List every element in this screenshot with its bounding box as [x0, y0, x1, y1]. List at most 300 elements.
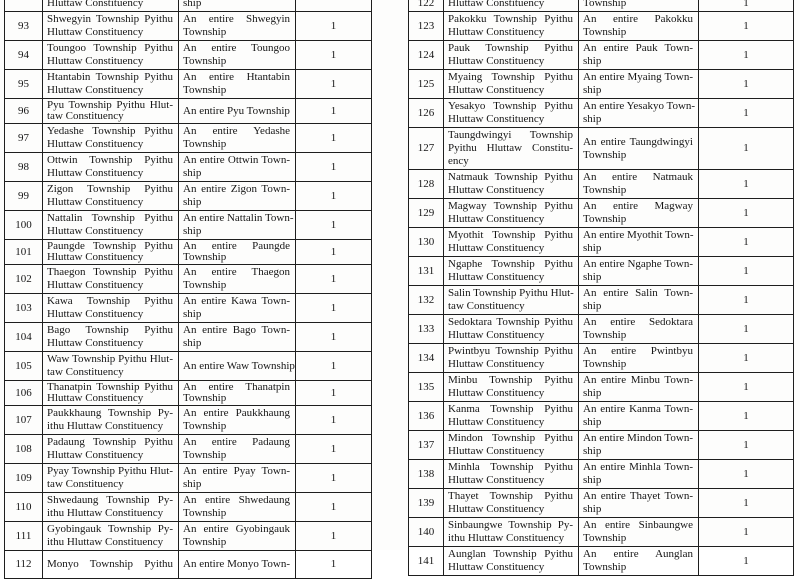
representatives-cell: 1 [296, 182, 372, 211]
area-line: An entire Myothit Town- [583, 229, 694, 241]
constituency-line: Kanma Township Pyithu [448, 403, 573, 415]
area-line: An entire Shwegyin [183, 13, 290, 25]
constituency-cell [43, 70, 179, 99]
constituency-line: Hluttaw Constituency [47, 138, 144, 150]
representatives-cell: 1 [296, 294, 372, 323]
constituency-line: Hluttaw Constituency [448, 503, 545, 515]
area-line: An entire Pauk Town- [583, 42, 693, 54]
representatives-cell: 1 [296, 352, 372, 381]
representatives-cell: 1 [699, 199, 794, 228]
constituency-line: Myaing Township Pyithu [448, 71, 573, 83]
row-number-cell: 128 [409, 170, 444, 199]
representatives-cell: 1 [296, 12, 372, 41]
area-line: An entire Waw Township [183, 359, 295, 372]
constituency-line: Pyithu Hluttaw Constitu- [448, 142, 573, 154]
area-cell [579, 373, 699, 402]
row-number-cell: 107 [5, 406, 43, 435]
area-cell [179, 493, 296, 522]
row-number-cell: 96 [5, 99, 43, 124]
constituency-line: taw Constituency [47, 366, 124, 378]
row-number-cell: 111 [5, 522, 43, 551]
constituency-cell [444, 489, 579, 518]
constituency-cell [444, 460, 579, 489]
constituency-cell [43, 435, 179, 464]
constituency-line: Waw Township Pyithu Hlut- [47, 353, 173, 365]
area-line: Township [583, 213, 627, 225]
representatives-cell: 1 [699, 373, 794, 402]
row-number-cell: 135 [409, 373, 444, 402]
representatives-cell: 1 [699, 489, 794, 518]
constituency-line: Hluttaw Constituency [47, 225, 144, 237]
table-row [409, 199, 794, 228]
area-line: ship [583, 271, 602, 283]
table-row [5, 493, 372, 522]
area-cell [179, 70, 296, 99]
constituency-cell [43, 323, 179, 352]
representatives-cell: 1 [296, 406, 372, 435]
area-line: An entire Nattalin Town- [183, 212, 294, 224]
representatives-cell: 1 [296, 240, 372, 265]
table-row [409, 344, 794, 373]
constituency-line: Padaung Township Pyithu [47, 436, 173, 448]
area-line: An entire Pwintbyu [583, 345, 693, 357]
area-cell [179, 0, 296, 12]
constituency-table-left [4, 0, 372, 579]
representatives-cell: 1 [699, 99, 794, 128]
row-number-cell: 123 [409, 12, 444, 41]
table-row [409, 99, 794, 128]
area-line: Township [583, 26, 627, 38]
constituency-line: Pakokku Township Pyithu [448, 13, 573, 25]
constituency-cell [444, 373, 579, 402]
constituency-line: Nattalin Township Pyithu [47, 212, 173, 224]
area-line: An entire Padaung [183, 436, 290, 448]
constituency-line: Hluttaw Constituency [448, 84, 545, 96]
row-number-cell: 138 [409, 460, 444, 489]
row-number-cell: 109 [5, 464, 43, 493]
area-line: Township [583, 329, 627, 341]
constituency-line: Shwedaung Township Py- [47, 494, 173, 506]
table-row [409, 402, 794, 431]
constituency-line: Hluttaw Constituency [448, 329, 545, 341]
area-cell [579, 170, 699, 199]
area-cell [579, 199, 699, 228]
table-row [5, 99, 372, 124]
row-number-cell: 102 [5, 265, 43, 294]
constituency-line: Hluttaw Constituency [47, 0, 144, 9]
constituency-line: Hluttaw Constituency [47, 392, 144, 404]
constituency-line: ency [448, 155, 469, 167]
area-line: ship [583, 503, 602, 515]
area-line: An entire Bago Town- [183, 324, 290, 336]
area-cell [179, 211, 296, 240]
constituency-line: Hluttaw Constituency [47, 26, 144, 38]
area-line: ship [183, 196, 202, 208]
representatives-cell: 1 [699, 228, 794, 257]
area-cell [179, 153, 296, 182]
table-row [5, 294, 372, 323]
representatives-cell: 1 [699, 344, 794, 373]
row-number-cell: 110 [5, 493, 43, 522]
constituency-cell [444, 70, 579, 99]
area-line: An entire Taungdwingyi [583, 135, 693, 148]
area-line: Township [583, 358, 627, 370]
area-line: An entire Aunglan [583, 548, 693, 560]
constituency-cell [43, 493, 179, 522]
area-line: An entire Htantabin [183, 71, 290, 83]
table-row [409, 373, 794, 402]
area-line: Township [183, 507, 227, 519]
area-cell [579, 228, 699, 257]
area-line: An entire Thanatpin [183, 381, 290, 393]
row-number-cell: 93 [5, 12, 43, 41]
constituency-line: Sinbaungwe Township Py- [448, 519, 573, 531]
constituency-line: Hluttaw Constituency [47, 196, 144, 208]
constituency-line: Hluttaw Constituency [448, 184, 545, 196]
constituency-cell [444, 128, 579, 170]
area-cell [579, 431, 699, 460]
area-cell [179, 182, 296, 211]
area-cell [179, 294, 296, 323]
constituency-line: ithu Hluttaw Constituency [47, 507, 164, 519]
constituency-line: Minbu Township Pyithu [448, 374, 573, 386]
constituency-line: Hluttaw Constituency [448, 416, 545, 428]
area-line: ship [583, 387, 602, 399]
area-line: ship [583, 445, 602, 457]
area-line: An entire Yesakyo Town- [583, 100, 696, 112]
constituency-line: Thayet Township Pyithu [448, 490, 573, 502]
constituency-line: Zigon Township Pyithu [47, 183, 173, 195]
area-line: Township [183, 84, 227, 96]
area-line: An entire Pakokku [583, 13, 693, 25]
constituency-line: Pyay Township Pyithu Hlut- [47, 465, 173, 477]
constituency-cell [43, 464, 179, 493]
area-cell [579, 547, 699, 576]
table-row [409, 547, 794, 576]
row-number-cell: 112 [5, 551, 43, 579]
table-row [409, 286, 794, 315]
area-cell [179, 435, 296, 464]
representatives-cell: 1 [699, 41, 794, 70]
constituency-line: Hluttaw Constituency [448, 242, 545, 254]
area-line: An entire Sinbaungwe [583, 519, 693, 531]
table-row [409, 228, 794, 257]
constituency-cell [444, 431, 579, 460]
constituency-cell [43, 406, 179, 435]
constituency-cell [43, 124, 179, 153]
area-line: Township [183, 279, 227, 291]
area-line: Township [183, 26, 227, 38]
table-row [409, 70, 794, 99]
row-number-cell: 133 [409, 315, 444, 344]
table-row [5, 211, 372, 240]
area-line: Township [183, 449, 227, 461]
row-number-cell: 100 [5, 211, 43, 240]
constituency-cell [444, 170, 579, 199]
area-line: An entire Sedoktara [583, 316, 693, 328]
constituency-cell [444, 315, 579, 344]
constituency-line: Hluttaw Constituency [47, 279, 144, 291]
area-line: Township [583, 561, 627, 573]
row-number-cell: 95 [5, 70, 43, 99]
constituency-cell [43, 12, 179, 41]
constituency-line: Pwintbyu Township Pyithu [448, 345, 573, 357]
area-cell [579, 286, 699, 315]
constituency-line: Bago Township Pyithu [47, 324, 173, 336]
constituency-cell [43, 41, 179, 70]
representatives-cell: 1 [296, 70, 372, 99]
area-line: Township [183, 536, 227, 548]
constituency-line: taw Constituency [47, 110, 124, 122]
constituency-line: Hluttaw Constituency [47, 251, 144, 263]
representatives-cell: 1 [699, 547, 794, 576]
row-number-cell: 99 [5, 182, 43, 211]
representatives-cell: 1 [699, 460, 794, 489]
area-cell [579, 402, 699, 431]
constituency-line: Monyo Township Pyithu [47, 558, 173, 570]
area-line: An entire Magway [583, 200, 693, 212]
constituency-cell [444, 0, 579, 12]
row-number-cell: 124 [409, 41, 444, 70]
row-number-cell: 97 [5, 124, 43, 153]
area-line: An entire Ngaphe Town- [583, 258, 693, 270]
constituency-cell [444, 199, 579, 228]
constituency-line: Pyu Township Pyithu Hlut- [47, 99, 173, 111]
constituency-cell [444, 286, 579, 315]
area-cell [179, 464, 296, 493]
constituency-cell [43, 240, 179, 265]
constituency-cell [444, 547, 579, 576]
representatives-cell: 1 [296, 464, 372, 493]
table-row [409, 489, 794, 518]
constituency-cell [444, 41, 579, 70]
table-row [5, 182, 372, 211]
row-number-cell: 140 [409, 518, 444, 547]
constituency-line: Toungoo Township Pyithu [47, 42, 173, 54]
constituency-line: Hluttaw Constituency [448, 55, 545, 67]
constituency-line: taw Constituency [448, 300, 525, 312]
area-cell [179, 41, 296, 70]
representatives-cell: 1 [296, 323, 372, 352]
representatives-cell: 1 [296, 99, 372, 124]
constituency-cell [43, 381, 179, 406]
representatives-cell: 1 [699, 0, 794, 12]
row-number-cell: 122 [409, 0, 444, 12]
constituency-line: Hluttaw Constituency [448, 0, 545, 9]
row-number-cell: 101 [5, 240, 43, 265]
constituency-line: Hluttaw Constituency [448, 358, 545, 370]
representatives-cell: 1 [296, 522, 372, 551]
table-row [409, 170, 794, 199]
table-row [409, 12, 794, 41]
row-number-cell: 129 [409, 199, 444, 228]
table-row [5, 522, 372, 551]
constituency-line: Natmauk Township Pyithu [448, 171, 573, 183]
area-line: An entire Salin Town- [583, 287, 693, 299]
constituency-table-right [408, 0, 794, 576]
area-line: ship [583, 474, 602, 486]
representatives-cell: 1 [296, 153, 372, 182]
area-cell [579, 257, 699, 286]
table-row [409, 518, 794, 547]
representatives-cell: 1 [699, 70, 794, 99]
table-row [5, 323, 372, 352]
table-row [5, 381, 372, 406]
area-line: An entire Paukkhaung [183, 407, 290, 419]
area-cell [579, 0, 699, 12]
representatives-cell: 1 [296, 265, 372, 294]
area-line: An entire Ottwin Town- [183, 154, 290, 166]
area-line: An entire Mindon Town- [583, 432, 693, 444]
constituency-cell [43, 265, 179, 294]
table-row [5, 12, 372, 41]
area-line: An entire Shwedaung [183, 494, 290, 506]
area-cell [179, 352, 296, 381]
area-line: ship [583, 113, 602, 125]
constituency-line: Minhla Township Pyithu [448, 461, 573, 473]
constituency-line: Hluttaw Constituency [448, 387, 545, 399]
representatives-cell: 1 [296, 435, 372, 464]
representatives-cell: 1 [699, 286, 794, 315]
constituency-line: taw Constituency [47, 478, 124, 490]
row-number-cell: 105 [5, 352, 43, 381]
area-line: An entire Natmauk [583, 171, 693, 183]
constituency-line: Shwegyin Township Pyithu [47, 13, 173, 25]
area-cell [179, 124, 296, 153]
representatives-cell: 1 [699, 257, 794, 286]
constituency-line: Salin Township Pyithu Hlut- [448, 287, 574, 299]
area-cell [579, 344, 699, 373]
table-row [5, 70, 372, 99]
constituency-cell [43, 352, 179, 381]
representatives-cell: 1 [296, 211, 372, 240]
representatives-cell: 1 [296, 381, 372, 406]
constituency-line: Sedoktara Township Pyithu [448, 316, 573, 328]
area-line: An entire Zigon Town- [183, 183, 290, 195]
area-line: ship [183, 225, 202, 237]
table-row [5, 240, 372, 265]
table-row [409, 257, 794, 286]
area-line: An entire Toungoo [183, 42, 290, 54]
table-row [5, 435, 372, 464]
constituency-line: Hluttaw Constituency [47, 55, 144, 67]
constituency-line: Thaegon Township Pyithu [47, 266, 173, 278]
constituency-line: Hluttaw Constituency [448, 445, 545, 457]
constituency-line: Hluttaw Constituency [448, 26, 545, 38]
table-row [5, 464, 372, 493]
constituency-line: Paukkhaung Township Py- [47, 407, 173, 419]
row-number-cell [5, 0, 43, 12]
area-cell [179, 406, 296, 435]
area-line: ship [583, 55, 602, 67]
area-line: Township [183, 420, 227, 432]
table-row [409, 431, 794, 460]
area-cell [579, 489, 699, 518]
area-line: ship [183, 0, 202, 9]
area-cell [579, 518, 699, 547]
representatives-cell: 1 [296, 124, 372, 153]
constituency-line: Hluttaw Constituency [448, 113, 545, 125]
constituency-cell [43, 211, 179, 240]
area-line: An entire Paungde [183, 240, 290, 252]
constituency-line: Thanatpin Township Pyithu [47, 381, 173, 393]
area-cell [579, 315, 699, 344]
constituency-line: Aunglan Township Pyithu [448, 548, 573, 560]
representatives-cell: 1 [699, 315, 794, 344]
area-line: ship [183, 308, 202, 320]
row-number-cell: 94 [5, 41, 43, 70]
row-number-cell: 103 [5, 294, 43, 323]
constituency-cell [43, 0, 179, 12]
table-row [409, 0, 794, 12]
constituency-cell [444, 12, 579, 41]
representatives-cell [296, 0, 372, 12]
constituency-line: Hluttaw Constituency [47, 449, 144, 461]
table-row [409, 128, 794, 170]
area-line: An entire Kanma Town- [583, 403, 693, 415]
constituency-line: Hluttaw Constituency [47, 84, 144, 96]
area-cell [179, 381, 296, 406]
row-number-cell: 130 [409, 228, 444, 257]
area-line: An entire Thayet Town- [583, 490, 693, 502]
constituency-cell [444, 518, 579, 547]
area-line: Township [583, 0, 627, 9]
constituency-line: Hluttaw Constituency [448, 561, 545, 573]
representatives-cell: 1 [296, 41, 372, 70]
row-number-cell: 127 [409, 128, 444, 170]
constituency-cell [43, 182, 179, 211]
constituency-line: ithu Hluttaw Constituency [47, 536, 164, 548]
constituency-line: Ottwin Township Pyithu [47, 154, 173, 166]
area-line: An entire Gyobingauk [183, 523, 290, 535]
row-number-cell: 137 [409, 431, 444, 460]
constituency-cell [444, 228, 579, 257]
area-cell [579, 41, 699, 70]
area-line: ship [583, 416, 602, 428]
area-cell [579, 12, 699, 41]
representatives-cell: 1 [699, 431, 794, 460]
constituency-line: Magway Township Pyithu [448, 200, 573, 212]
area-cell [179, 99, 296, 124]
representatives-cell: 1 [699, 128, 794, 170]
constituency-cell [43, 294, 179, 323]
constituency-cell [43, 153, 179, 182]
table-row [5, 551, 372, 579]
constituency-line: Hluttaw Constituency [448, 213, 545, 225]
constituency-line: ithu Hluttaw Constituency [448, 532, 565, 544]
row-number-cell: 141 [409, 547, 444, 576]
constituency-line: Myothit Township Pyithu [448, 229, 573, 241]
constituency-line: Yedashe Township Pyithu [47, 125, 173, 137]
table-row [5, 41, 372, 70]
constituency-line: Taungdwingyi Township [448, 129, 573, 141]
table-row [5, 153, 372, 182]
area-line: ship [183, 167, 202, 179]
area-line: ship [183, 337, 202, 349]
table-row [409, 460, 794, 489]
area-line: An entire Yedashe [183, 125, 290, 137]
constituency-cell [43, 522, 179, 551]
area-line: Township [183, 55, 227, 67]
area-line: Township [183, 138, 227, 150]
row-number-cell: 126 [409, 99, 444, 128]
constituency-line: Hluttaw Constituency [47, 337, 144, 349]
area-line: ship [183, 478, 202, 490]
constituency-line: Htantabin Township Pyithu [47, 71, 173, 83]
row-number-cell: 98 [5, 153, 43, 182]
row-number-cell: 134 [409, 344, 444, 373]
constituency-line: ithu Hluttaw Constituency [47, 420, 164, 432]
